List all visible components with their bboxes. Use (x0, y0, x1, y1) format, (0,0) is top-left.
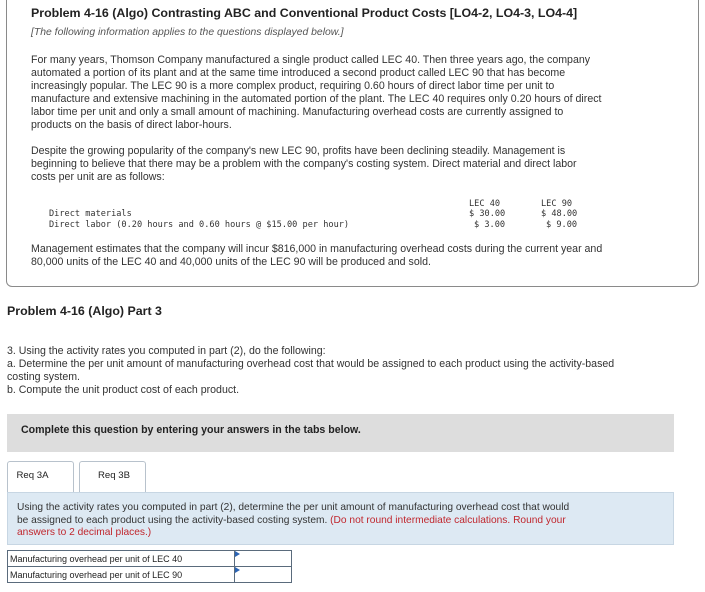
row-label-direct-labor: Direct labor (0.20 hours and 0.60 hours @ $15.00 per hour) (49, 220, 350, 230)
tab-panel-req-3a (7, 492, 674, 545)
entry-marker-icon (235, 567, 240, 573)
problem-title: Problem 4-16 (Algo) Contrasting ABC and Conventional Product Costs [LO4-2, LO4-3, LO4-4] (31, 6, 578, 20)
cell-dl-lec40: $ 3.00 (474, 220, 506, 230)
answer-input-lec90[interactable] (235, 567, 291, 582)
problem-paragraph-1: For many years, Thomson Company manufactured a single product called LEC 40. Then three years ago, the company automated a portion of its plant and at the same time introduced a second product called LEC 90 that has become increasingly popular. The LEC 90 is a more complex product, requiring 0.60 hours of direct labor time per unit to manufacture and extensive machining in the automated portion of the plant. The LEC 40 requires only 0.20 hours of direct labor time per unit and only a small amount of machining. Manufacturing overhead costs are currently assigned to products on the basis of direct labor-hours. (31, 54, 602, 131)
part-title: Problem 4-16 (Algo) Part 3 (7, 304, 162, 318)
entry-marker-icon (235, 551, 240, 557)
problem-paragraph-3: Management estimates that the company will incur $816,000 in manufacturing overhead costs during the current year and 80,000 units of the LEC 40 and 40,000 units of the LEC 90 will be produced and sold. (31, 243, 603, 268)
complete-question-bar: Complete this question by entering your answers in the tabs below. (7, 414, 674, 452)
instruction-3b: b. Compute the unit product cost of each product. (7, 384, 240, 396)
answer-label-lec90: Manufacturing overhead per unit of LEC 90 (8, 567, 235, 583)
answer-input-lec40[interactable] (235, 551, 291, 566)
tab-req-3a[interactable]: Req 3A (7, 461, 74, 492)
cell-dm-lec40: $ 30.00 (469, 209, 506, 219)
info-note: [The following information applies to the questions displayed below.] (31, 27, 344, 38)
problem-paragraph-2: Despite the growing popularity of the company's new LEC 90, profits have been declining steadily. Management is beginning to believe that there may be a problem with the company's costing system. Direct material and direct labor costs per unit are as follows: (31, 145, 577, 183)
column-header-lec90: LEC 90 (541, 199, 573, 209)
answer-table (7, 550, 292, 583)
answer-label-lec40: Manufacturing overhead per unit of LEC 40 (8, 551, 235, 567)
table-row (8, 551, 292, 567)
cell-dl-lec90: $ 9.00 (546, 220, 578, 230)
instruction-3a: a. Determine the per unit amount of manufacturing overhead cost that would be assigned to each product using the activity-based costing system. (7, 358, 615, 383)
panel-instructions: Using the activity rates you computed in part (2), determine the per unit amount of manufacturing overhead cost that would be assigned to each product using the activity-based costing system. (Do not round intermediate calculations. Round your answers to 2 decimal places.) (17, 502, 570, 538)
instruction-3: 3. Using the activity rates you computed in part (2), do the following: (7, 345, 326, 357)
table-row (8, 567, 292, 583)
cell-dm-lec90: $ 48.00 (541, 209, 578, 219)
tab-req-3b[interactable]: Req 3B (79, 461, 146, 492)
row-label-direct-materials: Direct materials (49, 209, 132, 219)
column-header-lec40: LEC 40 (469, 199, 501, 209)
